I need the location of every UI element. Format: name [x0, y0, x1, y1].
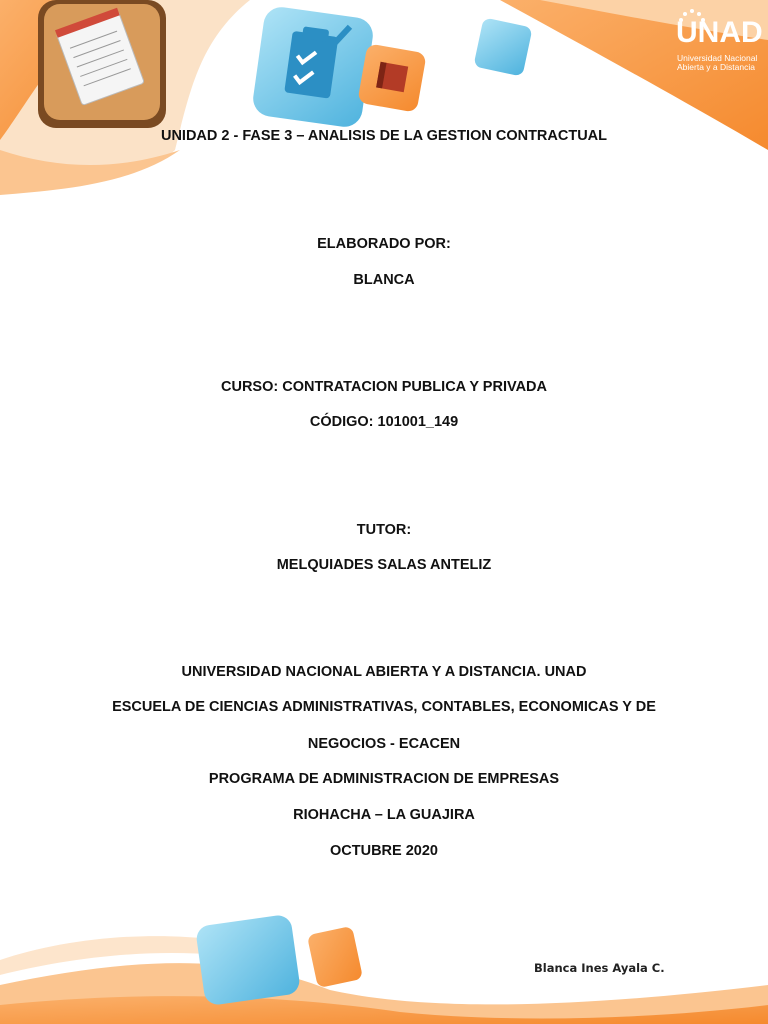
clipboard-icon — [251, 5, 375, 129]
program-name: PROGRAMA DE ADMINISTRACION DE EMPRESAS — [208, 771, 560, 787]
location: RIOHACHA – LA GUAJIRA — [293, 807, 475, 823]
orange-tile-bottom — [307, 926, 363, 988]
university-name: UNIVERSIDAD NACIONAL ABIERTA Y A DISTANCIA. UNAD — [181, 664, 587, 680]
tutor-name: MELQUIADES SALAS ANTELIZ — [276, 557, 492, 573]
unad-logo — [676, 8, 763, 84]
document-title: UNIDAD 2 - FASE 3 – ANALISIS DE LA GESTION CONTRACTUAL — [160, 128, 608, 144]
logo-subtitle: Universidad Nacional Abierta y a Distancia — [677, 53, 758, 72]
blue-tile-top — [473, 17, 532, 76]
author-label: ELABORADO POR: — [317, 236, 451, 252]
book-icon — [357, 43, 427, 113]
course-name: CURSO: CONTRATACION PUBLICA Y PRIVADA — [221, 379, 547, 395]
school-line-2: NEGOCIOS - ECACEN — [307, 736, 461, 752]
author-name: BLANCA — [353, 272, 415, 288]
logo-wordmark: UNAD — [676, 16, 763, 49]
footer-signature: Blanca Ines Ayala C. — [534, 961, 665, 975]
notepad-icon — [38, 0, 166, 128]
blue-tile-bottom — [195, 914, 301, 1007]
course-code: CÓDIGO: 101001_149 — [309, 414, 459, 430]
tutor-label: TUTOR: — [356, 522, 412, 538]
school-line-1: ESCUELA DE CIENCIAS ADMINISTRATIVAS, CONTABLES, ECONOMICAS Y DE — [112, 699, 656, 715]
document-date: OCTUBRE 2020 — [330, 843, 438, 859]
